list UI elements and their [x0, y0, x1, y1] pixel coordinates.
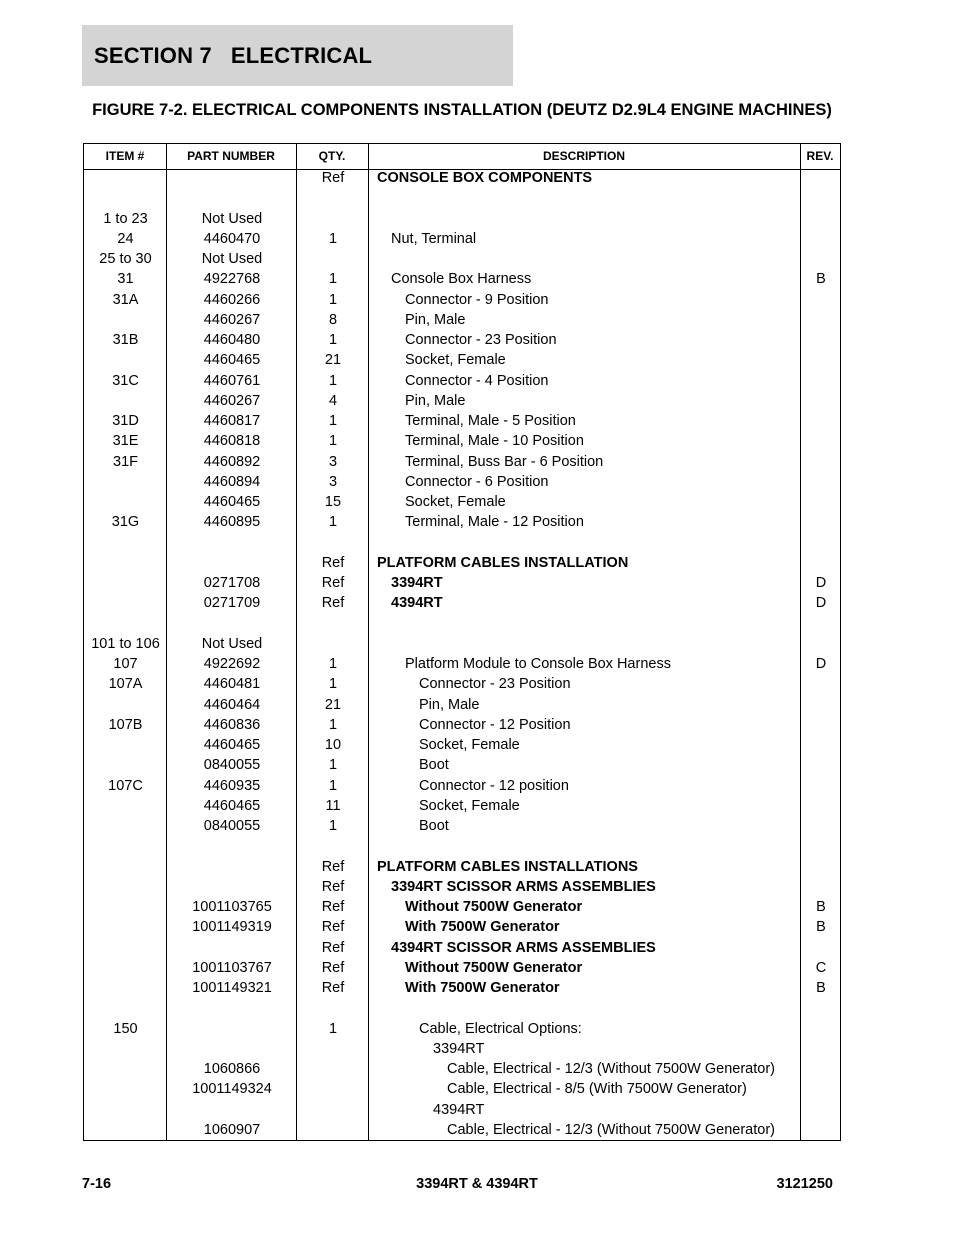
quantity-cell: 1 [328, 1020, 338, 1037]
revision-cell: D [815, 595, 827, 612]
part-number-cell: 1001149319 [192, 919, 272, 936]
table-row [84, 938, 840, 958]
item-number-cell: 31 [117, 271, 134, 288]
part-number-cell: 4460465 [203, 737, 261, 753]
part-number-cell: 4460267 [203, 311, 261, 328]
quantity-cell: Ref [321, 919, 345, 936]
part-number-cell: 1060866 [203, 1061, 261, 1077]
quantity-cell: 1 [328, 433, 338, 450]
description-cell: Pin, Male [405, 392, 466, 409]
table-row [84, 796, 840, 816]
item-number-cell: 31G [111, 514, 140, 531]
item-number-cell: 31A [112, 291, 139, 308]
part-number-cell: 0840055 [203, 818, 261, 834]
section-header-bar [82, 25, 513, 86]
part-number-cell: 0271708 [203, 575, 261, 591]
part-number-cell: 4460465 [203, 797, 261, 814]
revision-cell: D [815, 656, 827, 672]
description-cell: Connector - 4 Position [405, 372, 549, 389]
table-row [84, 209, 840, 229]
quantity-cell: 1 [328, 291, 338, 308]
table-row [84, 593, 840, 613]
part-number-cell: 4460818 [203, 433, 261, 450]
table-row [84, 249, 840, 269]
header-description: DESCRIPTION [542, 149, 625, 163]
description-cell: Connector - 9 Position [405, 291, 549, 308]
table-row [84, 371, 840, 391]
table-row [84, 755, 840, 775]
table-row [84, 472, 840, 492]
description-cell: Nut, Terminal [391, 230, 477, 247]
page-number: 7-16 [82, 1176, 112, 1192]
quantity-cell: 1 [328, 271, 338, 288]
table-row [84, 877, 840, 897]
table-row [84, 229, 840, 249]
description-cell: Terminal, Male - 12 Position [405, 514, 584, 531]
table-row [84, 614, 840, 634]
table-row [84, 654, 840, 674]
quantity-cell: Ref [321, 595, 345, 612]
revision-cell: B [816, 919, 826, 936]
part-number-cell: Not Used [201, 635, 263, 652]
table-row [84, 634, 840, 654]
part-number-cell: 1001149321 [192, 980, 272, 996]
item-number-cell: 24 [117, 230, 134, 247]
table-row [84, 1059, 840, 1079]
table-row [84, 168, 840, 188]
part-number-cell: Not Used [201, 210, 263, 227]
description-cell: 4394RT SCISSOR ARMS ASSEMBLIES [391, 939, 656, 956]
description-cell: Socket, Female [419, 737, 520, 753]
part-number-cell: 0840055 [203, 757, 261, 774]
quantity-cell: 8 [328, 311, 338, 328]
description-cell: Terminal, Buss Bar - 6 Position [405, 453, 604, 470]
quantity-cell: 21 [324, 352, 342, 369]
item-number-cell: 107C [108, 777, 143, 794]
part-number-cell: 4460817 [203, 413, 261, 429]
document-number: 3121250 [776, 1176, 833, 1192]
description-cell: Without 7500W Generator [405, 899, 583, 915]
table-row [84, 492, 840, 512]
header-part-number: PART NUMBER [187, 149, 275, 163]
description-cell: 3394RT [433, 1040, 485, 1057]
description-cell: With 7500W Generator [405, 919, 560, 936]
quantity-cell: Ref [321, 959, 345, 976]
description-cell: Cable, Electrical - 12/3 (Without 7500W Generator) [447, 1121, 775, 1138]
table-row [84, 674, 840, 694]
table-row [84, 978, 840, 998]
part-number-cell: 1060907 [203, 1121, 261, 1138]
description-cell: Platform Module to Console Box Harness [405, 656, 671, 672]
part-number-cell: 1001103765 [192, 899, 272, 915]
quantity-cell: 1 [328, 230, 338, 247]
table-row [84, 695, 840, 715]
quantity-cell: 1 [328, 757, 338, 774]
quantity-cell: 1 [328, 372, 338, 389]
table-row [84, 958, 840, 978]
description-cell: Boot [419, 757, 449, 774]
description-cell: CONSOLE BOX COMPONENTS [377, 170, 593, 186]
quantity-cell: 10 [324, 737, 342, 753]
quantity-cell: 4 [328, 392, 338, 409]
part-number-cell: 1001149324 [192, 1081, 272, 1098]
table-row [84, 553, 840, 573]
part-number-cell: 4460266 [203, 291, 261, 308]
description-cell: Without 7500W Generator [405, 959, 583, 976]
revision-cell: B [816, 899, 826, 915]
description-cell: Socket, Female [405, 352, 506, 369]
revision-cell: C [815, 959, 827, 976]
part-number-cell: Not Used [201, 251, 263, 267]
quantity-cell: 1 [328, 676, 338, 693]
part-number-cell: 4460470 [203, 230, 261, 247]
description-cell: Cable, Electrical Options: [419, 1020, 582, 1037]
quantity-cell: Ref [321, 899, 345, 915]
item-number-cell: 31E [112, 433, 139, 450]
quantity-cell: Ref [321, 939, 345, 956]
table-row [84, 1039, 840, 1059]
description-cell: Terminal, Male - 5 Position [405, 413, 576, 429]
item-number-cell: 31C [112, 372, 139, 389]
part-number-cell: 1001103767 [192, 959, 272, 976]
table-row [84, 533, 840, 553]
table-row [84, 512, 840, 532]
quantity-cell: 1 [328, 332, 338, 348]
section-title: SECTION 7 ELECTRICAL [94, 42, 373, 68]
item-number-cell: 25 to 30 [99, 251, 152, 267]
quantity-cell: 21 [324, 696, 342, 713]
table-row [84, 452, 840, 472]
table-row [84, 998, 840, 1018]
model-name: 3394RT & 4394RT [416, 1176, 538, 1192]
quantity-cell: Ref [321, 554, 345, 571]
item-number-cell: 107A [108, 676, 143, 693]
quantity-cell: 3 [328, 453, 338, 470]
quantity-cell: Ref [321, 858, 345, 875]
description-cell: Cable, Electrical - 8/5 (With 7500W Generator) [447, 1081, 747, 1098]
description-cell: PLATFORM CABLES INSTALLATIONS [377, 858, 638, 875]
header-item: ITEM # [105, 149, 145, 163]
quantity-cell: 1 [328, 716, 338, 733]
description-cell: 3394RT SCISSOR ARMS ASSEMBLIES [391, 878, 656, 895]
table-row [84, 776, 840, 796]
table-row [84, 897, 840, 917]
header-qty: QTY. [318, 149, 346, 163]
quantity-cell: 11 [325, 797, 341, 814]
table-row [84, 188, 840, 208]
description-cell: Socket, Female [405, 494, 506, 510]
quantity-cell: 1 [328, 818, 338, 834]
description-cell: Socket, Female [419, 797, 520, 814]
part-number-cell: 4460892 [203, 453, 261, 470]
revision-cell: B [816, 271, 826, 288]
description-cell: 4394RT [433, 1101, 485, 1118]
table-row [84, 411, 840, 431]
table-row [84, 330, 840, 350]
part-number-cell: 4922768 [203, 271, 261, 288]
table-row [84, 431, 840, 451]
table-row [84, 715, 840, 735]
description-cell: Pin, Male [405, 311, 466, 328]
part-number-cell: 4460267 [203, 392, 261, 409]
part-number-cell: 4460894 [203, 473, 261, 490]
description-cell: 4394RT [391, 595, 443, 612]
quantity-cell: Ref [321, 980, 345, 996]
part-number-cell: 4460935 [203, 777, 261, 794]
part-number-cell: 4922692 [203, 656, 261, 672]
part-number-cell: 4460465 [203, 352, 261, 369]
description-cell: Connector - 23 Position [419, 676, 571, 693]
quantity-cell: 1 [328, 656, 338, 672]
part-number-cell: 4460761 [203, 372, 261, 389]
figure-title: FIGURE 7-2. ELECTRICAL COMPONENTS INSTALLATION (DEUTZ D2.9L4 ENGINE MACHINES) [92, 101, 832, 119]
description-cell: Cable, Electrical - 12/3 (Without 7500W Generator) [447, 1061, 775, 1077]
item-number-cell: 31F [113, 453, 138, 470]
description-cell: Terminal, Male - 10 Position [405, 433, 584, 450]
table-row [84, 1120, 840, 1140]
quantity-cell: Ref [321, 575, 345, 591]
table-row [84, 350, 840, 370]
item-number-cell: 150 [113, 1020, 138, 1037]
table-row [84, 290, 840, 310]
description-cell: Boot [419, 818, 449, 834]
item-number-cell: 31D [112, 413, 139, 429]
item-number-cell: 31B [112, 332, 139, 348]
item-number-cell: 1 to 23 [103, 210, 148, 227]
part-number-cell: 4460464 [203, 696, 261, 713]
part-number-cell: 4460895 [203, 514, 261, 531]
item-number-cell: 107 [113, 656, 138, 672]
table-row [84, 1079, 840, 1099]
table-row [84, 1100, 840, 1120]
description-cell: Connector - 12 Position [419, 716, 571, 733]
quantity-cell: 3 [328, 473, 338, 490]
table-row [84, 836, 840, 856]
part-number-cell: 4460465 [203, 494, 261, 510]
quantity-cell: 1 [328, 777, 338, 794]
table-row [84, 917, 840, 937]
table-row [84, 1019, 840, 1039]
description-cell: 3394RT [391, 575, 443, 591]
description-cell: Console Box Harness [391, 271, 532, 288]
table-row [84, 735, 840, 755]
parts-table [83, 143, 841, 1141]
table-row [84, 816, 840, 836]
table-row [84, 269, 840, 289]
part-number-cell: 0271709 [203, 595, 261, 612]
header-rev: REV. [806, 149, 834, 163]
description-cell: Connector - 6 Position [405, 473, 549, 490]
quantity-cell: 1 [328, 514, 338, 531]
table-body [84, 168, 840, 1140]
quantity-cell: Ref [321, 878, 345, 895]
table-row [84, 857, 840, 877]
part-number-cell: 4460481 [203, 676, 261, 693]
description-cell: PLATFORM CABLES INSTALLATION [377, 554, 629, 571]
item-number-cell: 107B [108, 716, 143, 733]
part-number-cell: 4460836 [203, 716, 261, 733]
item-number-cell: 101 to 106 [91, 635, 160, 652]
quantity-cell: Ref [321, 170, 345, 186]
description-cell: Connector - 12 position [419, 777, 569, 794]
revision-cell: D [815, 575, 827, 591]
table-row [84, 310, 840, 330]
description-cell: Pin, Male [419, 696, 480, 713]
part-number-cell: 4460480 [203, 332, 261, 348]
description-cell: With 7500W Generator [405, 980, 560, 996]
revision-cell: B [816, 980, 826, 996]
table-row [84, 391, 840, 411]
description-cell: Connector - 23 Position [405, 332, 557, 348]
quantity-cell: 1 [328, 413, 338, 429]
quantity-cell: 15 [324, 494, 342, 510]
table-row [84, 573, 840, 593]
